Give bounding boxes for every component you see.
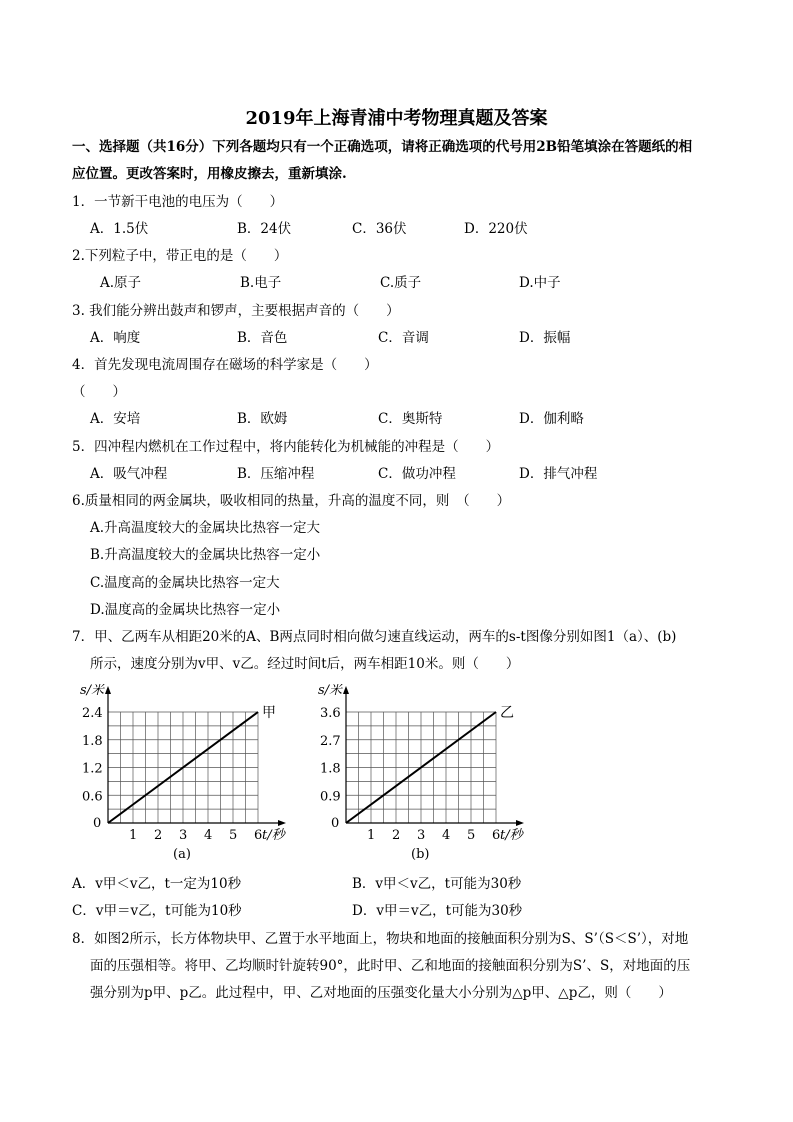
graph-b-y-axis-arrow: [343, 686, 349, 694]
graph-a-x-tick-label: 1: [129, 828, 138, 843]
q2-option-a: A.原子: [100, 275, 142, 291]
q3-option-c: C．音调: [378, 330, 429, 346]
q4-option-c: C．奥斯特: [378, 411, 443, 427]
graph-b-x-tick-label: 1: [367, 828, 376, 843]
st-graph-a: [70, 684, 310, 864]
question-6-stem: 6.质量相同的两金属块，吸收相同的热量，升高的温度不同，则 （ ）: [72, 493, 511, 509]
question-3-stem: 3. 我们能分辨出鼓声和锣声，主要根据声音的（ ）: [72, 303, 400, 319]
graph-b-x-tick-label: 5: [467, 828, 476, 843]
graph-a-y-tick-label: 1.2: [82, 761, 103, 777]
question-7-stem: 7．甲、乙两车从相距20米的A、B两点同时相向做匀速直线运动，两车的s-t图像分别如图1（a）、(b): [72, 629, 677, 645]
graph-a-x-tick-label: 2: [154, 828, 163, 843]
q6-option-c: C.温度高的金属块比热容一定大: [90, 575, 280, 591]
q3-option-a: A．响度: [90, 330, 141, 346]
graph-a-caption: (a): [173, 847, 191, 862]
q7-option-c: C．v甲＝v乙，t可能为10秒: [72, 903, 242, 919]
graph-a-y-tick-label: 1.8: [82, 733, 103, 749]
q6-option-b: B.升高温度较大的金属块比热容一定小: [90, 547, 321, 563]
q7-option-a: A．v甲＜v乙，t一定为10秒: [72, 876, 242, 892]
q4-option-b: B．欧姆: [237, 411, 288, 427]
q1-option-a: A．1.5伏: [90, 221, 149, 237]
q4-option-d: D．伽利略: [519, 411, 584, 427]
graph-a-series-label: 甲: [262, 705, 276, 721]
q3-option-b: B．音色: [237, 330, 288, 346]
section-instruction-line2: 应位置。更改答案时，用橡皮擦去，重新填涂.: [72, 166, 347, 182]
q5-option-a: A．吸气冲程: [90, 466, 168, 482]
question-8-stem: 8．如图2所示，长方体物块甲、乙置于水平地面上，物块和地面的接触面积分别为S、S’（S＜S’），对地: [72, 931, 689, 947]
graph-b-y-tick-label: 1.8: [320, 761, 341, 777]
question-7-stem-extra: 所示，速度分别为v甲、v乙。经过时间t后，两车相距10米。则（ ）: [90, 656, 520, 672]
graph-b-ylabel: s/米: [318, 684, 343, 698]
q1-option-d: D．220伏: [464, 221, 528, 237]
q5-option-b: B．压缩冲程: [237, 466, 315, 482]
graph-b-x-tick-label: 6: [492, 828, 501, 843]
graph-b-x-tick-label: 2: [392, 828, 401, 843]
graph-b-caption: (b): [411, 847, 430, 862]
q1-option-c: C．36伏: [352, 221, 407, 237]
question-8-stem-line2: 面的压强相等。将甲、乙均顺时针旋转90°，此时甲、乙和地面的接触面积分别为S’、S，对地面的压: [90, 958, 691, 974]
question-5-stem: 5．四冲程内燃机在工作过程中，将内能转化为机械能的冲程是（ ）: [72, 439, 500, 455]
q3-option-d: D．振幅: [519, 330, 571, 346]
graph-a-x-tick-label: 4: [204, 828, 213, 843]
graph-b-x-tick-label: 3: [417, 828, 426, 843]
graph-b-x-tick-label: 4: [442, 828, 451, 843]
q2-option-b: B.电子: [240, 275, 282, 291]
graph-b-xlabel: t/秒: [500, 828, 523, 843]
question-8-stem-line3: 强分别为p甲、p乙。此过程中，甲、乙对地面的压强变化量大小分别为△p甲、△p乙，则（ ）: [90, 985, 672, 1001]
graph-a-x-tick-label: 3: [179, 828, 188, 843]
graph-b-y-tick-label: 2.7: [320, 733, 341, 749]
q6-option-a: A.升高温度较大的金属块比热容一定大: [90, 520, 321, 536]
graph-a-y-tick-label: 0.6: [82, 789, 103, 805]
q7-option-b: B．v甲＜v乙，t可能为30秒: [352, 876, 522, 892]
graph-a-x-tick-label: 5: [229, 828, 238, 843]
graph-b-y-tick-label: 0.9: [320, 789, 341, 805]
q5-option-c: C．做功冲程: [378, 466, 456, 482]
section-instruction-line1: 一、选择题（共16分）下列各题均只有一个正确选项，请将正确选项的代号用2B铅笔填涂在答题纸的相: [72, 139, 693, 155]
question-1-stem: 1．一节新干电池的电压为（ ）: [72, 194, 284, 210]
q1-option-b: B．24伏: [237, 221, 292, 237]
question-4-stem: 4．首先发现电流周围存在磁场的科学家是（ ）: [72, 357, 378, 373]
q7-option-d: D．v甲＝v乙，t可能为30秒: [352, 903, 523, 919]
q5-option-d: D．排气冲程: [519, 466, 598, 482]
graph-a-y-tick-label: 2.4: [82, 706, 103, 721]
graph-b-x-axis-arrow: [516, 820, 524, 826]
q4-option-a: A．安培: [90, 411, 141, 427]
graph-b-y-tick-label: 3.6: [320, 706, 341, 721]
q6-option-d: D.温度高的金属块比热容一定小: [90, 602, 281, 618]
question-4-stem-extra: （ ）: [72, 384, 126, 400]
graph-b-origin-label: 0: [331, 816, 340, 831]
page-title: 2019年上海青浦中考物理真题及答案: [245, 108, 548, 129]
st-graph-b: [308, 684, 548, 864]
graph-a-y-axis-arrow: [105, 686, 111, 694]
q2-option-c: C.质子: [380, 275, 422, 291]
graph-a-ylabel: s/米: [80, 684, 105, 698]
graph-a-xlabel: t/秒: [262, 828, 285, 843]
q2-option-d: D.中子: [519, 275, 561, 291]
graph-a-origin-label: 0: [93, 816, 102, 831]
question-2-stem: 2.下列粒子中，带正电的是（ ）: [72, 248, 288, 264]
graph-b-series-label: 乙: [500, 705, 514, 721]
graph-a-x-tick-label: 6: [254, 828, 263, 843]
graph-a-x-axis-arrow: [278, 820, 286, 826]
